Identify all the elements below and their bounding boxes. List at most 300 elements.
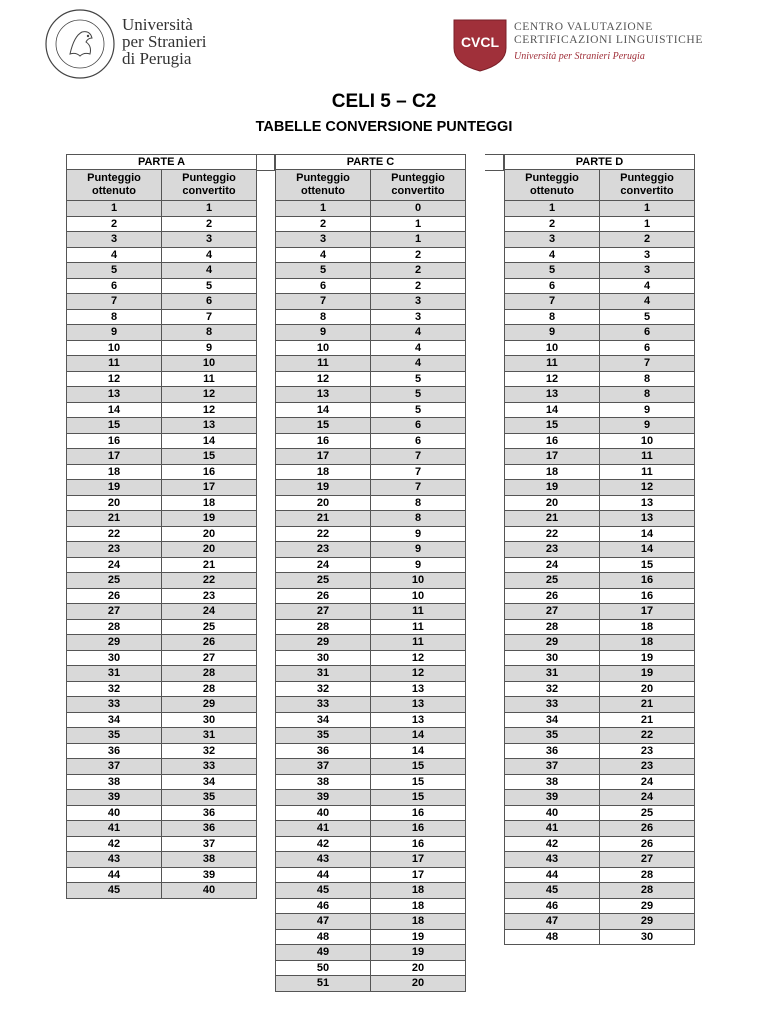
cell-punteggio-convertito: 28 <box>600 867 695 883</box>
cell-punteggio-convertito: 31 <box>162 728 257 744</box>
table-row <box>276 480 466 496</box>
cell-punteggio-ottenuto: 3 <box>67 232 162 248</box>
table-row <box>276 712 466 728</box>
cell-punteggio-ottenuto: 41 <box>505 821 600 837</box>
cell-punteggio-convertito: 8 <box>600 371 695 387</box>
table-row <box>276 759 466 775</box>
table-row <box>505 356 695 372</box>
cell-punteggio-ottenuto: 35 <box>505 728 600 744</box>
cell-punteggio-convertito: 17 <box>162 480 257 496</box>
cell-punteggio-ottenuto: 18 <box>276 464 371 480</box>
cell-punteggio-convertito: 17 <box>371 867 466 883</box>
cell-punteggio-convertito: 21 <box>162 557 257 573</box>
table-row <box>505 449 695 465</box>
table-row <box>67 852 257 868</box>
table-row <box>276 201 466 217</box>
cell-punteggio-ottenuto: 44 <box>67 867 162 883</box>
cell-punteggio-convertito: 26 <box>162 635 257 651</box>
cell-punteggio-ottenuto: 22 <box>67 526 162 542</box>
cell-punteggio-ottenuto: 13 <box>67 387 162 403</box>
table-row <box>505 805 695 821</box>
table-row <box>505 929 695 945</box>
cell-punteggio-convertito: 22 <box>600 728 695 744</box>
cell-punteggio-ottenuto: 20 <box>505 495 600 511</box>
cell-punteggio-ottenuto: 9 <box>67 325 162 341</box>
table-row <box>276 697 466 713</box>
cell-punteggio-ottenuto: 22 <box>505 526 600 542</box>
cell-punteggio-convertito: 7 <box>371 480 466 496</box>
cell-punteggio-convertito: 18 <box>162 495 257 511</box>
cell-punteggio-ottenuto: 9 <box>505 325 600 341</box>
table-row <box>505 433 695 449</box>
cell-punteggio-ottenuto: 13 <box>505 387 600 403</box>
cell-punteggio-ottenuto: 9 <box>276 325 371 341</box>
table-row <box>276 914 466 930</box>
cell-punteggio-convertito: 39 <box>162 867 257 883</box>
cell-punteggio-convertito: 14 <box>371 743 466 759</box>
cell-punteggio-ottenuto: 31 <box>67 666 162 682</box>
cell-punteggio-ottenuto: 10 <box>505 340 600 356</box>
cell-punteggio-ottenuto: 15 <box>505 418 600 434</box>
cell-punteggio-convertito: 3 <box>371 294 466 310</box>
cell-punteggio-convertito: 3 <box>600 247 695 263</box>
cell-punteggio-convertito: 13 <box>371 712 466 728</box>
cell-punteggio-convertito: 3 <box>600 263 695 279</box>
university-seal-icon <box>44 8 116 80</box>
table-row <box>505 728 695 744</box>
cell-punteggio-convertito: 18 <box>371 883 466 899</box>
cell-punteggio-ottenuto: 31 <box>505 666 600 682</box>
page-subtitle: TABELLE CONVERSIONE PUNTEGGI <box>255 119 513 135</box>
cell-punteggio-convertito: 23 <box>600 759 695 775</box>
table-row <box>276 774 466 790</box>
cell-punteggio-convertito: 24 <box>162 604 257 620</box>
cell-punteggio-convertito: 14 <box>162 433 257 449</box>
table-row <box>276 325 466 341</box>
table-row <box>505 666 695 682</box>
table-row <box>505 232 695 248</box>
cell-punteggio-ottenuto: 7 <box>505 294 600 310</box>
cell-punteggio-ottenuto: 43 <box>67 852 162 868</box>
table-row <box>67 247 257 263</box>
cell-punteggio-convertito: 8 <box>600 387 695 403</box>
table-row <box>276 836 466 852</box>
cell-punteggio-ottenuto: 11 <box>505 356 600 372</box>
cell-punteggio-convertito: 10 <box>371 588 466 604</box>
cell-punteggio-ottenuto: 27 <box>276 604 371 620</box>
cell-punteggio-ottenuto: 45 <box>276 883 371 899</box>
table-row <box>276 805 466 821</box>
cell-punteggio-ottenuto: 30 <box>505 650 600 666</box>
cell-punteggio-convertito: 24 <box>600 790 695 806</box>
table-row <box>505 511 695 527</box>
cell-punteggio-ottenuto: 39 <box>67 790 162 806</box>
cell-punteggio-ottenuto: 23 <box>276 542 371 558</box>
cell-punteggio-convertito: 20 <box>162 526 257 542</box>
cell-punteggio-convertito: 8 <box>162 325 257 341</box>
cell-punteggio-ottenuto: 44 <box>505 867 600 883</box>
cell-punteggio-convertito: 16 <box>371 821 466 837</box>
cell-punteggio-convertito: 9 <box>371 526 466 542</box>
cell-punteggio-ottenuto: 5 <box>505 263 600 279</box>
cell-punteggio-ottenuto: 24 <box>67 557 162 573</box>
cell-punteggio-ottenuto: 11 <box>67 356 162 372</box>
table-row <box>505 371 695 387</box>
university-line-3: di Perugia <box>122 49 192 68</box>
cell-punteggio-convertito: 0 <box>371 201 466 217</box>
cell-punteggio-ottenuto: 2 <box>505 216 600 232</box>
cell-punteggio-ottenuto: 38 <box>505 774 600 790</box>
cell-punteggio-ottenuto: 8 <box>276 309 371 325</box>
table-row <box>276 449 466 465</box>
cell-punteggio-convertito: 38 <box>162 852 257 868</box>
cell-punteggio-ottenuto: 26 <box>67 588 162 604</box>
cell-punteggio-ottenuto: 16 <box>67 433 162 449</box>
cell-punteggio-convertito: 29 <box>600 914 695 930</box>
cell-punteggio-convertito: 15 <box>371 774 466 790</box>
cell-punteggio-ottenuto: 19 <box>67 480 162 496</box>
table-row <box>505 263 695 279</box>
cell-punteggio-convertito: 9 <box>600 402 695 418</box>
cell-punteggio-convertito: 4 <box>371 356 466 372</box>
cvcl-line-2: CERTIFICAZIONI LINGUISTICHE <box>514 34 703 46</box>
university-line-2: per Stranieri <box>122 32 207 51</box>
cell-punteggio-convertito: 36 <box>162 821 257 837</box>
cell-punteggio-convertito: 2 <box>371 278 466 294</box>
cell-punteggio-ottenuto: 4 <box>276 247 371 263</box>
cell-punteggio-ottenuto: 20 <box>67 495 162 511</box>
cell-punteggio-ottenuto: 36 <box>67 743 162 759</box>
cell-punteggio-ottenuto: 15 <box>276 418 371 434</box>
table-row <box>276 340 466 356</box>
table-row <box>276 604 466 620</box>
cell-punteggio-convertito: 19 <box>600 666 695 682</box>
cell-punteggio-ottenuto: 32 <box>505 681 600 697</box>
cell-punteggio-ottenuto: 12 <box>505 371 600 387</box>
cell-punteggio-convertito: 3 <box>371 309 466 325</box>
cell-punteggio-convertito: 15 <box>162 449 257 465</box>
cell-punteggio-ottenuto: 37 <box>67 759 162 775</box>
cell-punteggio-convertito: 18 <box>600 619 695 635</box>
column-header-convertito: Punteggio convertito <box>162 170 257 201</box>
cell-punteggio-ottenuto: 3 <box>276 232 371 248</box>
table-row <box>276 573 466 589</box>
cell-punteggio-ottenuto: 47 <box>276 914 371 930</box>
cell-punteggio-convertito: 12 <box>371 650 466 666</box>
cell-punteggio-convertito: 4 <box>600 294 695 310</box>
table-row <box>276 495 466 511</box>
university-name <box>122 16 207 67</box>
cell-punteggio-ottenuto: 16 <box>505 433 600 449</box>
cell-punteggio-ottenuto: 27 <box>505 604 600 620</box>
table-row <box>505 418 695 434</box>
table-row <box>276 232 466 248</box>
cell-punteggio-ottenuto: 1 <box>67 201 162 217</box>
cell-punteggio-ottenuto: 23 <box>67 542 162 558</box>
table-row <box>67 604 257 620</box>
cell-punteggio-ottenuto: 2 <box>276 216 371 232</box>
cell-punteggio-convertito: 19 <box>600 650 695 666</box>
table-title: PARTE C <box>276 155 466 170</box>
table-parte-d <box>504 154 695 945</box>
table-row <box>505 309 695 325</box>
table-row <box>276 371 466 387</box>
cell-punteggio-ottenuto: 35 <box>276 728 371 744</box>
table-row <box>67 449 257 465</box>
table-row <box>505 774 695 790</box>
table-row <box>276 743 466 759</box>
cell-punteggio-convertito: 13 <box>600 495 695 511</box>
table-row <box>276 790 466 806</box>
column-header-convertito: Punteggio convertito <box>371 170 466 201</box>
table-row <box>505 201 695 217</box>
table-spacer <box>485 154 504 171</box>
cell-punteggio-ottenuto: 5 <box>67 263 162 279</box>
cell-punteggio-ottenuto: 43 <box>505 852 600 868</box>
table-row <box>67 666 257 682</box>
table-row <box>276 387 466 403</box>
table-row <box>505 526 695 542</box>
cell-punteggio-convertito: 5 <box>371 387 466 403</box>
cell-punteggio-ottenuto: 1 <box>276 201 371 217</box>
table-row <box>505 340 695 356</box>
table-row <box>276 728 466 744</box>
cell-punteggio-convertito: 21 <box>600 697 695 713</box>
table-row <box>276 929 466 945</box>
cell-punteggio-ottenuto: 17 <box>505 449 600 465</box>
cell-punteggio-ottenuto: 30 <box>276 650 371 666</box>
cell-punteggio-convertito: 28 <box>600 883 695 899</box>
cell-punteggio-convertito: 5 <box>371 402 466 418</box>
cell-punteggio-convertito: 16 <box>371 805 466 821</box>
cell-punteggio-convertito: 6 <box>371 433 466 449</box>
cell-punteggio-ottenuto: 30 <box>67 650 162 666</box>
table-row <box>67 263 257 279</box>
table-row <box>276 418 466 434</box>
cell-punteggio-ottenuto: 50 <box>276 960 371 976</box>
table-row <box>276 216 466 232</box>
cell-punteggio-ottenuto: 21 <box>505 511 600 527</box>
table-row <box>67 371 257 387</box>
table-row <box>276 557 466 573</box>
cell-punteggio-convertito: 35 <box>162 790 257 806</box>
cell-punteggio-ottenuto: 39 <box>505 790 600 806</box>
cell-punteggio-convertito: 7 <box>162 309 257 325</box>
cell-punteggio-ottenuto: 17 <box>67 449 162 465</box>
cell-punteggio-convertito: 1 <box>371 232 466 248</box>
table-row <box>67 309 257 325</box>
table-row <box>505 635 695 651</box>
cell-punteggio-convertito: 6 <box>600 325 695 341</box>
cell-punteggio-convertito: 11 <box>600 449 695 465</box>
cell-punteggio-ottenuto: 6 <box>505 278 600 294</box>
cell-punteggio-convertito: 5 <box>600 309 695 325</box>
table-row <box>67 681 257 697</box>
cell-punteggio-ottenuto: 29 <box>276 635 371 651</box>
cell-punteggio-convertito: 10 <box>371 573 466 589</box>
cell-punteggio-ottenuto: 8 <box>505 309 600 325</box>
table-row <box>67 418 257 434</box>
table-row <box>505 712 695 728</box>
table-row <box>67 542 257 558</box>
cell-punteggio-ottenuto: 25 <box>276 573 371 589</box>
cell-punteggio-ottenuto: 13 <box>276 387 371 403</box>
table-row <box>276 867 466 883</box>
table-row <box>276 666 466 682</box>
cell-punteggio-ottenuto: 35 <box>67 728 162 744</box>
table-row <box>276 433 466 449</box>
cell-punteggio-convertito: 11 <box>371 604 466 620</box>
table-row <box>505 495 695 511</box>
cell-punteggio-ottenuto: 2 <box>67 216 162 232</box>
cell-punteggio-ottenuto: 26 <box>276 588 371 604</box>
cell-punteggio-ottenuto: 40 <box>276 805 371 821</box>
cell-punteggio-ottenuto: 28 <box>276 619 371 635</box>
table-row <box>505 325 695 341</box>
cvcl-line-3: Università per Stranieri Perugia <box>514 51 645 62</box>
cell-punteggio-convertito: 25 <box>162 619 257 635</box>
table-row <box>505 278 695 294</box>
table-row <box>67 511 257 527</box>
cell-punteggio-ottenuto: 28 <box>67 619 162 635</box>
table-row <box>276 247 466 263</box>
cell-punteggio-convertito: 27 <box>162 650 257 666</box>
table-row <box>67 883 257 899</box>
table-parte-a <box>66 154 257 899</box>
cell-punteggio-ottenuto: 40 <box>67 805 162 821</box>
cell-punteggio-convertito: 7 <box>371 464 466 480</box>
cell-punteggio-convertito: 12 <box>162 387 257 403</box>
cell-punteggio-ottenuto: 44 <box>276 867 371 883</box>
cell-punteggio-ottenuto: 37 <box>505 759 600 775</box>
table-row <box>67 232 257 248</box>
cell-punteggio-convertito: 13 <box>371 681 466 697</box>
table-row <box>67 294 257 310</box>
cell-punteggio-ottenuto: 42 <box>505 836 600 852</box>
cell-punteggio-ottenuto: 48 <box>276 929 371 945</box>
cell-punteggio-ottenuto: 22 <box>276 526 371 542</box>
table-row <box>276 402 466 418</box>
cell-punteggio-convertito: 16 <box>600 573 695 589</box>
cell-punteggio-convertito: 2 <box>371 247 466 263</box>
cell-punteggio-convertito: 16 <box>162 464 257 480</box>
cell-punteggio-ottenuto: 38 <box>276 774 371 790</box>
cell-punteggio-convertito: 29 <box>162 697 257 713</box>
cell-punteggio-ottenuto: 39 <box>276 790 371 806</box>
table-parte-c <box>275 154 466 992</box>
cell-punteggio-convertito: 30 <box>162 712 257 728</box>
cvcl-shield-icon <box>452 18 508 72</box>
cell-punteggio-convertito: 40 <box>162 883 257 899</box>
table-row <box>505 697 695 713</box>
cell-punteggio-ottenuto: 27 <box>67 604 162 620</box>
cell-punteggio-convertito: 27 <box>600 852 695 868</box>
cell-punteggio-convertito: 25 <box>600 805 695 821</box>
cell-punteggio-ottenuto: 24 <box>505 557 600 573</box>
cell-punteggio-ottenuto: 32 <box>276 681 371 697</box>
cell-punteggio-ottenuto: 21 <box>276 511 371 527</box>
cell-punteggio-ottenuto: 12 <box>67 371 162 387</box>
cell-punteggio-convertito: 23 <box>600 743 695 759</box>
table-title: PARTE D <box>505 155 695 170</box>
cell-punteggio-convertito: 8 <box>371 495 466 511</box>
table-row <box>67 619 257 635</box>
cell-punteggio-convertito: 6 <box>162 294 257 310</box>
table-row <box>67 743 257 759</box>
cell-punteggio-ottenuto: 45 <box>67 883 162 899</box>
cell-punteggio-ottenuto: 31 <box>276 666 371 682</box>
cell-punteggio-ottenuto: 46 <box>505 898 600 914</box>
table-row <box>276 526 466 542</box>
cell-punteggio-ottenuto: 21 <box>67 511 162 527</box>
table-row <box>505 898 695 914</box>
cell-punteggio-ottenuto: 34 <box>276 712 371 728</box>
cell-punteggio-ottenuto: 19 <box>276 480 371 496</box>
table-row <box>67 495 257 511</box>
cvcl-line-1: CENTRO VALUTAZIONE <box>514 21 653 33</box>
cell-punteggio-ottenuto: 6 <box>67 278 162 294</box>
cell-punteggio-ottenuto: 4 <box>505 247 600 263</box>
table-row <box>505 604 695 620</box>
cell-punteggio-convertito: 19 <box>162 511 257 527</box>
cell-punteggio-ottenuto: 17 <box>276 449 371 465</box>
table-title: PARTE A <box>67 155 257 170</box>
cell-punteggio-ottenuto: 10 <box>67 340 162 356</box>
cell-punteggio-ottenuto: 33 <box>67 697 162 713</box>
table-row <box>276 821 466 837</box>
cell-punteggio-convertito: 11 <box>162 371 257 387</box>
cell-punteggio-convertito: 12 <box>162 402 257 418</box>
cell-punteggio-ottenuto: 51 <box>276 976 371 992</box>
table-row <box>276 588 466 604</box>
cell-punteggio-convertito: 17 <box>600 604 695 620</box>
cell-punteggio-ottenuto: 40 <box>505 805 600 821</box>
cell-punteggio-convertito: 10 <box>600 433 695 449</box>
table-row <box>67 728 257 744</box>
table-row <box>505 836 695 852</box>
cell-punteggio-convertito: 14 <box>600 526 695 542</box>
table-row <box>505 821 695 837</box>
cell-punteggio-ottenuto: 10 <box>276 340 371 356</box>
table-row <box>505 743 695 759</box>
cell-punteggio-convertito: 7 <box>371 449 466 465</box>
table-row <box>276 619 466 635</box>
table-row <box>276 511 466 527</box>
table-row <box>505 914 695 930</box>
table-row <box>67 573 257 589</box>
cell-punteggio-convertito: 13 <box>162 418 257 434</box>
cell-punteggio-convertito: 16 <box>600 588 695 604</box>
cell-punteggio-convertito: 15 <box>600 557 695 573</box>
cell-punteggio-convertito: 12 <box>600 480 695 496</box>
cell-punteggio-convertito: 11 <box>600 464 695 480</box>
cell-punteggio-ottenuto: 5 <box>276 263 371 279</box>
cell-punteggio-convertito: 5 <box>371 371 466 387</box>
cell-punteggio-ottenuto: 14 <box>276 402 371 418</box>
cell-punteggio-convertito: 13 <box>600 511 695 527</box>
table-row <box>67 356 257 372</box>
university-logo <box>44 8 244 78</box>
cell-punteggio-convertito: 19 <box>371 945 466 961</box>
table-row <box>276 883 466 899</box>
table-row <box>276 542 466 558</box>
cell-punteggio-convertito: 9 <box>371 542 466 558</box>
cvcl-logo <box>452 18 732 74</box>
cell-punteggio-ottenuto: 16 <box>276 433 371 449</box>
table-row <box>67 774 257 790</box>
table-row <box>505 883 695 899</box>
table-row <box>67 588 257 604</box>
